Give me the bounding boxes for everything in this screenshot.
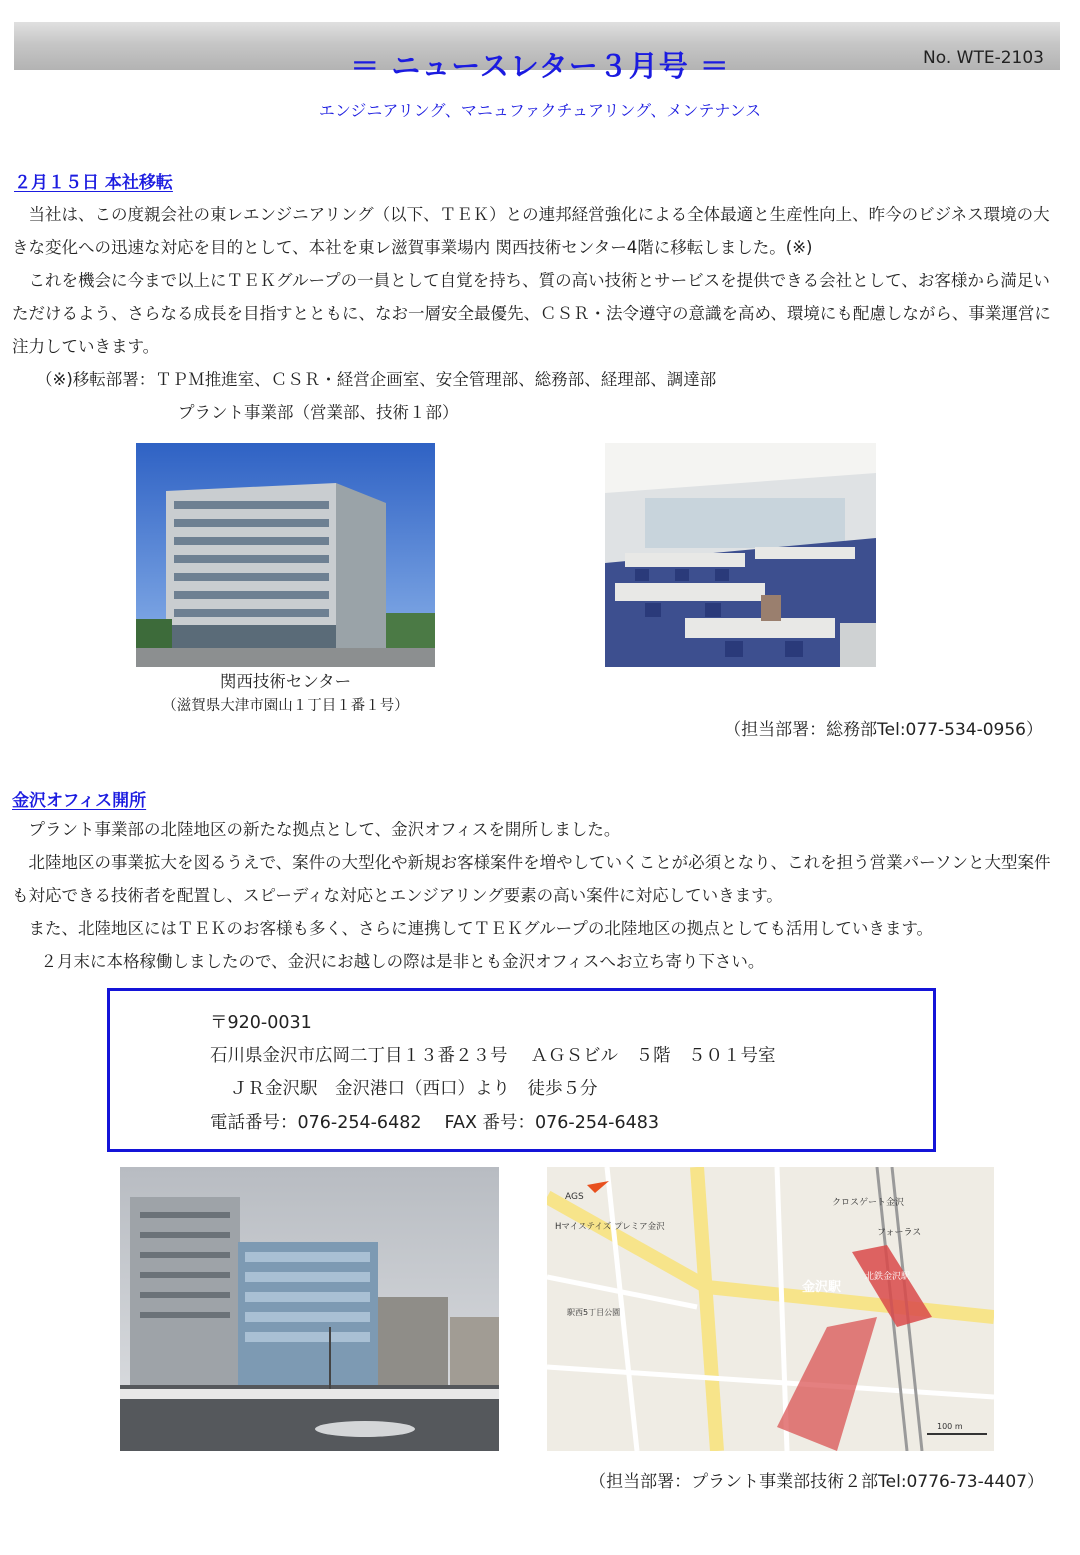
kanazawa-contact: （担当部署：プラント事業部技術２部Tel:0776-73-4407） [589,1472,1044,1492]
kansai-technical-center-photo [136,443,435,667]
postal-code: 〒920-0031 [210,1013,312,1033]
photo-address: （滋賀県大津市園山１丁目１番１号） [162,698,409,714]
relocated-departments-note-2: プラント事業部（営業部、技術１部） [178,403,459,422]
newsletter-subtitle: エンジニアリング、マニュファクチュアリング、メンテナンス [318,101,762,120]
relocation-contact: （担当部署：総務部Tel:077-534-0956） [724,720,1043,740]
address-box [107,988,936,1152]
photo-caption: 関西技術センター [219,672,352,691]
relocated-departments-note: （※)移転部署：ＴＰＭ推進室、ＣＳＲ・経営企画室、安全管理部、総務部、経理部、調達部 [36,370,717,389]
map-label-ags: AGS [565,1192,584,1202]
relocation-paragraph-1: 当社は、この度親会社の東レエンジニアリング（以下、ＴＥＫ）との連邦経営強化による全体最適と生産性向上、昨今のビジネス環境の大きな変化への迅速な対応を目的として、本社を東レ滋賀事業場内 関西技術センター4階に移転しました。(※) [12,205,1050,257]
street-address: 石川県金沢市広岡二丁目１３番２３号 ＡＧＳビル ５階 ５０１号室 [210,1046,776,1066]
newsletter-title: ＝ ニュースレター３月号 ＝ [350,49,730,83]
kanazawa-paragraph-1: プラント事業部の北陸地区の新たな拠点として、金沢オフィスを開所しました。 [28,820,621,839]
map-label-park: 駅西5丁目公園 [567,1308,621,1317]
kanazawa-paragraph-4: ２月末に本格稼働しましたので、金沢にお越しの際は是非とも金沢オフィスへお立ち寄り下さい。 [40,952,765,971]
phone-fax: 電話番号：076-254-6482 FAX 番号：076-254-6483 [210,1113,659,1133]
map-label-station: 金沢駅 [802,1280,842,1295]
map-label-hotel: Hマイステイズ プレミア金沢 [555,1222,665,1232]
map-scale: 100 m [937,1422,963,1431]
map-label-station2: 北鉄金沢駅 [865,1272,911,1282]
kanazawa-paragraph-2: 北陸地区の事業拡大を図るうえで、案件の大型化や新規お客様案件を増やしていくことが必須となり、これを担う営業パーソンと大型案件も対応できる技術者を配置し、スピーディな対応とエンジアリング要素の高い案件に対応していきます。 [12,853,1051,905]
access-info: ＪＲ金沢駅 金沢港口（西口）より 徒歩５分 [230,1079,598,1099]
section-title-relocation: ２月１５日 本社移転 [14,173,173,193]
section-title-kanazawa-office: 金沢オフィス開所 [12,791,147,811]
issue-number: No. WTE-2103 [923,48,1044,68]
map-label-forus: フォーラス [877,1228,922,1238]
office-interior-photo [605,443,876,667]
kanazawa-office-photo [120,1167,499,1451]
map-label-crossgate: クロスゲート金沢 [832,1198,905,1208]
kanazawa-paragraph-3: また、北陸地区にはＴＥＫのお客様も多く、さらに連携してＴＥＫグループの北陸地区の拠点としても活用していきます。 [28,919,934,938]
relocation-paragraph-2: これを機会に今まで以上にＴＥＫグループの一員として自覚を持ち、質の高い技術とサービスを提供できる会社として、お客様から満足いただけるよう、さらなる成長を目指すとともに、なお一層安全最優先、ＣＳＲ・法令遵守の意識を高め、環境にも配慮しながら、事業運営に注力していきます。 [12,271,1051,356]
access-map [547,1167,994,1451]
